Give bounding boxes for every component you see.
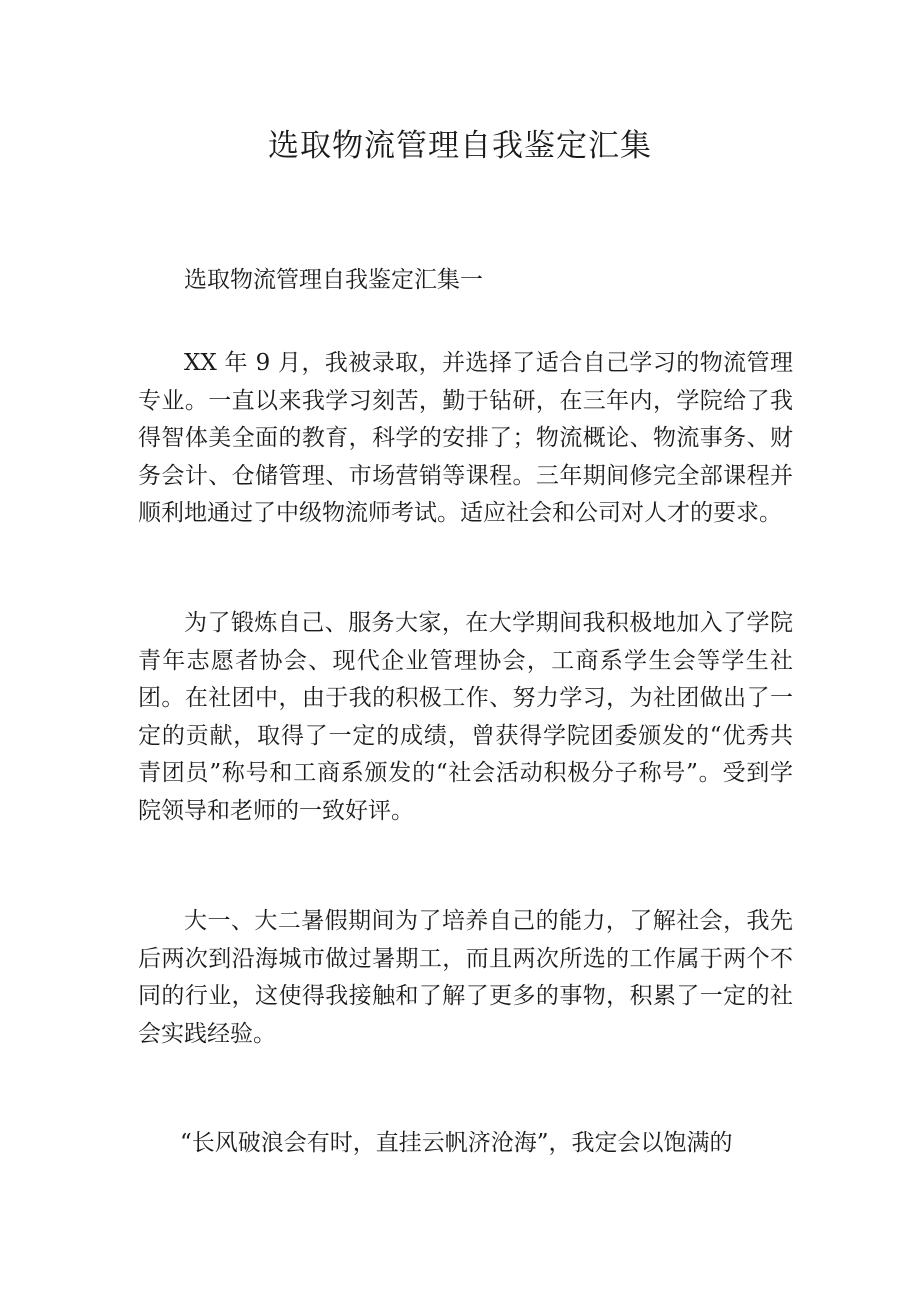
paragraph-3: 大一、大二暑假期间为了培养自己的能力，了解社会，我先后两次到沿海城市做过暑期工，而且两次所选的工作属于两个不同的行业，这使得我接触和了解了更多的事物，积累了一定的社会实践经验。: [138, 908, 793, 1047]
document-title: 选取物流管理自我鉴定汇集: [268, 128, 652, 164]
paragraph-1: XX 年 9 月，我被录取，并选择了适合自己学习的物流管理专业。一直以来我学习刻苦，勤于钻研，在三年内，学院给了我得智体美全面的教育，科学的安排了；物流概论、物流事务、财务会计、仓储管理、市场营销等课程。三年期间修完全部课程并顺利地通过了中级物流师考试。适应社会和公司对人才的要求。: [138, 350, 793, 526]
paragraph-4: “长风破浪会有时，直挂云帆济沧海”，我定会以饱满的: [180, 1130, 733, 1156]
paragraph-2: 为了锻炼自己、服务大家，在大学期间我积极地加入了学院青年志愿者协会、现代企业管理协会，工商系学生会等学生社团。在社团中，由于我的积极工作、努力学习，为社团做出了一定的贡献，取得了一定的成绩，曾获得学院团委颁发的“优秀共青团员”称号和工商系颁发的“社会活动积极分子称号”。受到学院领导和老师的一致好评。: [138, 610, 793, 824]
section-heading: 选取物流管理自我鉴定汇集一: [184, 267, 483, 293]
